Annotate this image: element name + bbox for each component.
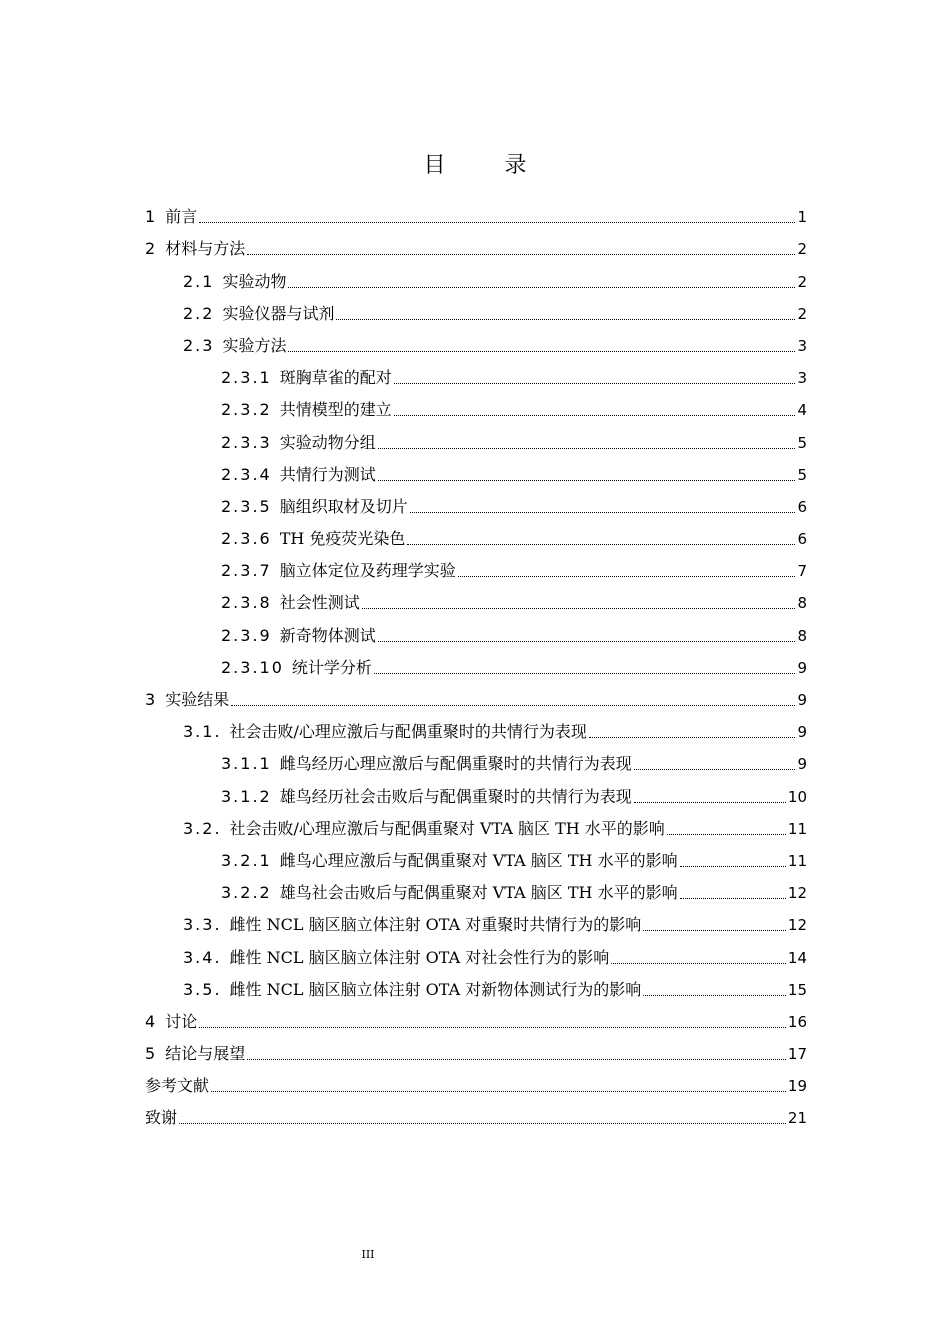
toc-entry-title: 新奇物体测试 bbox=[279, 625, 376, 645]
toc-entry[interactable] bbox=[145, 325, 807, 357]
toc-dot-leader bbox=[643, 929, 786, 931]
toc-dot-leader bbox=[179, 1122, 786, 1124]
toc-entry-number: 2.3.8 bbox=[221, 593, 272, 613]
toc-entry[interactable] bbox=[145, 808, 807, 840]
toc-dot-leader bbox=[407, 543, 795, 545]
toc-entry-number: 2.3 bbox=[183, 335, 215, 355]
toc-dot-leader bbox=[643, 994, 786, 996]
toc-entry-page: 14 bbox=[787, 948, 807, 967]
toc-entry[interactable] bbox=[145, 1033, 807, 1065]
toc-entry-number: 2.3.7 bbox=[221, 561, 272, 581]
toc-dot-leader bbox=[247, 1058, 786, 1060]
toc-dot-leader bbox=[378, 447, 796, 449]
toc-entry-title: 前言 bbox=[165, 207, 198, 227]
toc-entry-title: 社会击败/心理应激后与配偶重聚时的共情行为表现 bbox=[229, 722, 587, 742]
toc-entry-title: 实验仪器与试剂 bbox=[222, 303, 335, 323]
toc-entry-number: 2.2 bbox=[183, 303, 215, 323]
toc-entry-number: 3.4. bbox=[183, 947, 222, 967]
toc-entry-page: 19 bbox=[787, 1077, 807, 1096]
toc-title: 目 录 bbox=[423, 153, 553, 178]
toc-entry[interactable] bbox=[145, 1065, 807, 1097]
toc-dot-leader bbox=[394, 382, 796, 384]
toc-entry-number: 3.1.1 bbox=[221, 754, 272, 774]
toc-dot-leader bbox=[458, 575, 796, 577]
toc-dot-leader bbox=[374, 672, 796, 674]
toc-entry-page: 11 bbox=[787, 851, 807, 870]
toc-entry-number: 2.1 bbox=[183, 271, 215, 291]
toc-entry[interactable] bbox=[145, 518, 807, 550]
toc-entry-number: 3.2. bbox=[183, 818, 222, 838]
toc-dot-leader bbox=[634, 768, 796, 770]
toc-entry-title: 雌性 NCL 脑区脑立体注射 OTA 对重聚时共情行为的影响 bbox=[229, 915, 642, 935]
toc-entry-title: 结论与展望 bbox=[165, 1044, 246, 1064]
toc-entry-title: TH 免疫荧光染色 bbox=[279, 529, 406, 549]
toc-dot-leader bbox=[667, 833, 786, 835]
toc-entry-page: 5 bbox=[797, 465, 807, 484]
toc-entry-number: 3.5. bbox=[183, 979, 222, 999]
toc-dot-leader bbox=[288, 350, 795, 352]
toc-entry-title: 雄鸟经历社会击败后与配偶重聚时的共情行为表现 bbox=[279, 786, 632, 806]
toc-entry-number: 2.3.4 bbox=[221, 464, 272, 484]
toc-entry[interactable] bbox=[145, 357, 807, 389]
toc-entry-title: 参考文献 bbox=[145, 1076, 210, 1096]
toc-entry-title: 致谢 bbox=[145, 1108, 178, 1128]
toc-entry[interactable] bbox=[145, 293, 807, 325]
toc-dot-leader bbox=[589, 736, 796, 738]
toc-entry[interactable] bbox=[145, 679, 807, 711]
toc-entry[interactable] bbox=[145, 1097, 807, 1129]
toc-entry[interactable] bbox=[145, 582, 807, 614]
toc-entry-page: 9 bbox=[797, 658, 807, 677]
toc-entry-page: 7 bbox=[797, 562, 807, 581]
toc-entry-number: 3.2.1 bbox=[221, 850, 272, 870]
toc-entry[interactable] bbox=[145, 743, 807, 775]
toc-entry-page: 1 bbox=[797, 208, 807, 227]
toc-entry-number: 2.3.10 bbox=[221, 657, 284, 677]
toc-entry-title: 社会性测试 bbox=[279, 593, 360, 613]
toc-entry-page: 9 bbox=[797, 691, 807, 709]
toc-entry-number: 3 bbox=[145, 690, 158, 709]
toc-dot-leader bbox=[378, 479, 796, 481]
toc-entry[interactable] bbox=[145, 904, 807, 936]
toc-entry-number: 2 bbox=[145, 239, 158, 259]
toc-dot-leader bbox=[634, 801, 786, 803]
toc-entry-number: 3.1.2 bbox=[221, 786, 272, 806]
toc-entry-title: 雄鸟社会击败后与配偶重聚对 VTA 脑区 TH 水平的影响 bbox=[279, 883, 678, 903]
toc-entry[interactable] bbox=[145, 196, 807, 228]
toc-dot-leader bbox=[199, 221, 795, 223]
toc-entry-page: 6 bbox=[797, 497, 807, 516]
toc-dot-leader bbox=[199, 1026, 786, 1028]
toc-entry-title: 社会击败/心理应激后与配偶重聚对 VTA 脑区 TH 水平的影响 bbox=[229, 818, 665, 838]
toc-entry[interactable] bbox=[145, 228, 807, 260]
toc-entry-title: 实验结果 bbox=[165, 690, 230, 709]
toc-entry-page: 2 bbox=[797, 304, 807, 323]
toc-entry[interactable] bbox=[145, 454, 807, 486]
toc-entry-number: 2.3.1 bbox=[221, 368, 272, 388]
toc-entry-page: 11 bbox=[787, 819, 807, 838]
toc-dot-leader bbox=[211, 1090, 786, 1092]
toc-entry-number: 2.3.3 bbox=[221, 432, 272, 452]
toc-dot-leader bbox=[362, 607, 796, 609]
toc-entry-number: 2.3.6 bbox=[221, 529, 272, 549]
toc-entry-page: 8 bbox=[797, 594, 807, 613]
toc-dot-leader bbox=[611, 962, 786, 964]
toc-entry[interactable] bbox=[145, 840, 807, 872]
toc-entry-page: 8 bbox=[797, 626, 807, 645]
toc-entry-page: 16 bbox=[787, 1012, 807, 1031]
toc-entry[interactable] bbox=[145, 969, 807, 1001]
toc-entry-title: 脑立体定位及药理学实验 bbox=[279, 561, 456, 581]
toc-entry-title: 雌鸟心理应激后与配偶重聚对 VTA 脑区 TH 水平的影响 bbox=[279, 850, 678, 870]
toc-entry[interactable] bbox=[145, 550, 807, 582]
toc-entry-page: 12 bbox=[787, 884, 807, 903]
toc-dot-leader bbox=[288, 286, 795, 288]
toc-dot-leader bbox=[247, 253, 795, 255]
toc-entry-title: 实验动物分组 bbox=[279, 432, 376, 452]
toc-entry[interactable] bbox=[145, 614, 807, 646]
toc-entry-page: 15 bbox=[787, 980, 807, 999]
toc-entry-number: 3.1. bbox=[183, 722, 222, 742]
toc-dot-leader bbox=[378, 640, 796, 642]
toc-entry-title: 雌性 NCL 脑区脑立体注射 OTA 对社会性行为的影响 bbox=[229, 947, 610, 967]
toc-entry-title: 统计学分析 bbox=[291, 657, 372, 677]
toc-dot-leader bbox=[394, 414, 796, 416]
toc-entry-page: 4 bbox=[797, 401, 807, 420]
toc-dot-leader bbox=[231, 704, 795, 706]
toc-entry-title: 共情行为测试 bbox=[279, 464, 376, 484]
toc-entry-page: 3 bbox=[797, 336, 807, 355]
toc-entry[interactable] bbox=[145, 711, 807, 743]
table-of-contents bbox=[145, 196, 807, 1129]
toc-entry-number: 4 bbox=[145, 1011, 158, 1031]
toc-dot-leader bbox=[336, 318, 795, 320]
toc-entry[interactable] bbox=[145, 260, 807, 292]
toc-entry-number: 2.3.9 bbox=[221, 625, 272, 645]
toc-entry-title: 脑组织取材及切片 bbox=[279, 496, 408, 516]
toc-entry-page: 17 bbox=[787, 1045, 807, 1064]
toc-entry-page: 9 bbox=[797, 755, 807, 774]
toc-entry-number: 2.3.2 bbox=[221, 400, 272, 420]
toc-entry-title: 雌性 NCL 脑区脑立体注射 OTA 对新物体测试行为的影响 bbox=[229, 979, 642, 999]
toc-entry-page: 9 bbox=[797, 723, 807, 742]
toc-entry[interactable] bbox=[145, 647, 807, 679]
toc-entry-page: 10 bbox=[787, 787, 807, 806]
toc-entry-number: 2.3.5 bbox=[221, 496, 272, 516]
toc-entry-title: 雌鸟经历心理应激后与配偶重聚时的共情行为表现 bbox=[279, 754, 632, 774]
toc-entry-page: 21 bbox=[787, 1109, 807, 1128]
toc-entry[interactable] bbox=[145, 421, 807, 453]
toc-dot-leader bbox=[410, 511, 796, 513]
toc-entry-number: 3.3. bbox=[183, 915, 222, 935]
toc-dot-leader bbox=[680, 897, 786, 899]
page-number: III bbox=[361, 1248, 375, 1261]
toc-entry-number: 5 bbox=[145, 1044, 158, 1064]
toc-entry-page: 2 bbox=[797, 240, 807, 259]
toc-entry[interactable] bbox=[145, 936, 807, 968]
toc-entry-title: 共情模型的建立 bbox=[279, 400, 392, 420]
toc-entry-number: 3.2.2 bbox=[221, 883, 272, 903]
toc-entry-page: 6 bbox=[797, 530, 807, 549]
toc-entry[interactable] bbox=[145, 1001, 807, 1033]
toc-entry[interactable] bbox=[145, 486, 807, 518]
toc-entry-title: 实验动物 bbox=[222, 271, 287, 291]
toc-dot-leader bbox=[680, 865, 786, 867]
toc-entry[interactable] bbox=[145, 872, 807, 904]
toc-entry-title: 斑胸草雀的配对 bbox=[279, 368, 392, 388]
toc-entry-number: 1 bbox=[145, 207, 158, 227]
toc-entry-page: 2 bbox=[797, 272, 807, 291]
toc-entry-title: 实验方法 bbox=[222, 335, 287, 355]
toc-entry-title: 讨论 bbox=[165, 1011, 198, 1031]
toc-entry-page: 3 bbox=[797, 369, 807, 388]
toc-entry[interactable] bbox=[145, 389, 807, 421]
toc-entry-page: 5 bbox=[797, 433, 807, 452]
toc-entry[interactable] bbox=[145, 775, 807, 807]
toc-entry-title: 材料与方法 bbox=[165, 239, 246, 259]
toc-entry-page: 12 bbox=[787, 916, 807, 935]
